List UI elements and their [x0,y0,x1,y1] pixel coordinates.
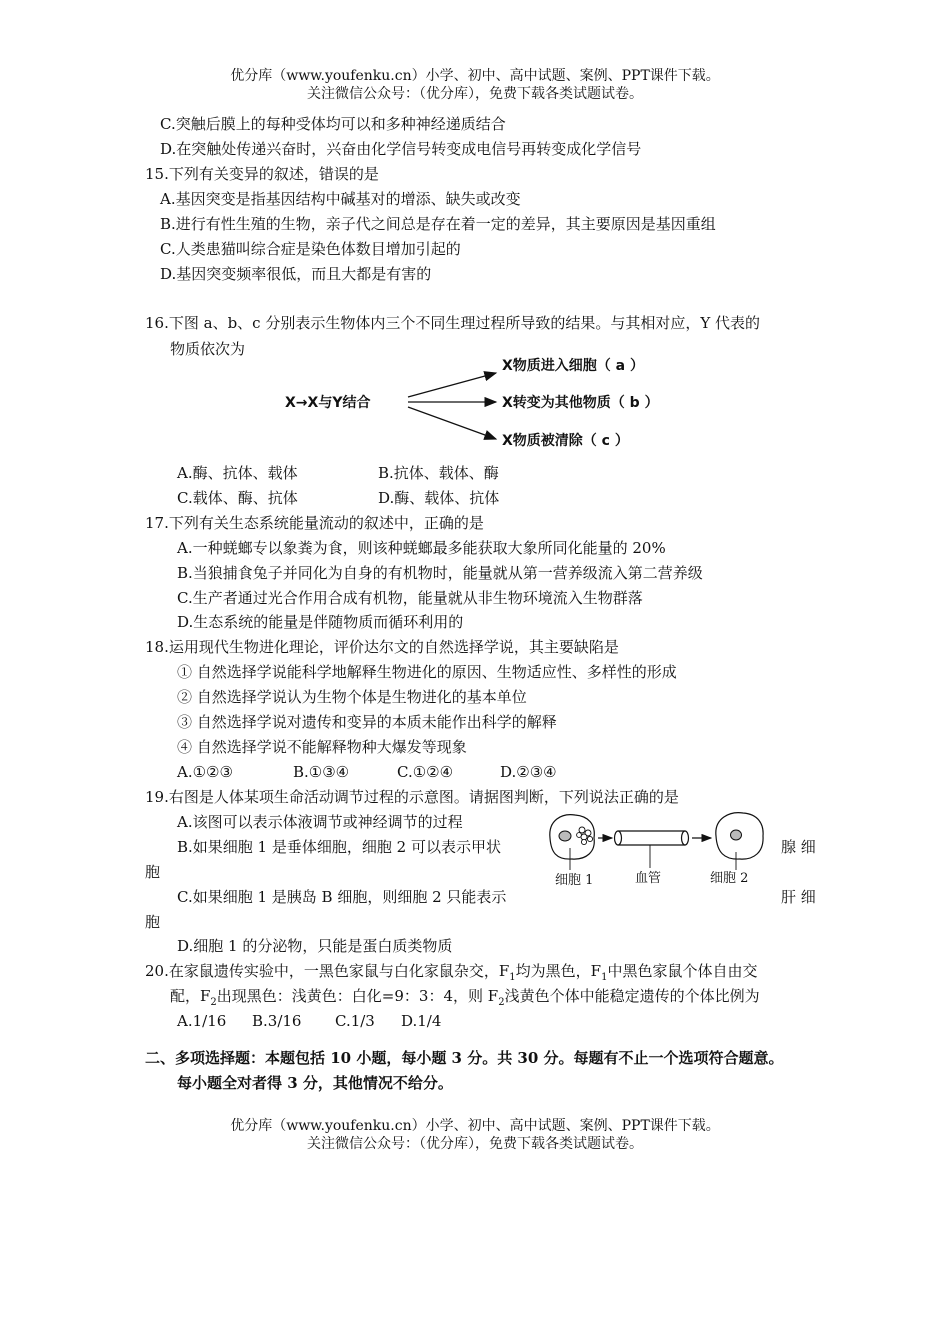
q17-option-c: C.生产者通过光合作用合成有机物，能量就从非生物环境流入生物群落 [177,589,643,607]
q17-stem: 17.下列有关生态系统能量流动的叙述中，正确的是 [145,514,484,532]
q20-stem-line-1: 20.在家鼠遗传实验中，一黑色家鼠与白化家鼠杂交，$F_1$均为黑色，$F_1$中黑色家鼠个体自由交 [145,962,758,983]
q14-option-d: D.在突触处传递兴奋时，兴奋由化学信号转变成电信号再转变成化学信号 [160,140,642,158]
q18-option-c: C.①②④ [397,763,454,781]
q19-option-b-end: 腺 细 [781,838,816,856]
arrow-to-c [408,407,496,439]
q19-option-b-wrap: 胞 [145,863,161,881]
cell-1-shape [550,815,594,859]
q19-label-cell-2: 细胞 2 [710,871,749,886]
q19-option-c: C.如果细胞 1 是胰岛 B 细胞，则细胞 2 只能表示 [177,888,507,906]
q16-arrows [400,360,510,460]
q18-option-d: D.②③④ [500,763,557,781]
q15-option-c: C.人类患猫叫综合症是染色体数目增加引起的 [160,240,461,258]
q16-option-b: B.抗体、载体、酶 [378,464,499,482]
q15-option-d: D.基因突变频率很低，而且大都是有害的 [160,265,432,283]
q19-option-c-wrap: 胞 [145,913,161,931]
q20-stem-line-2: 配，$F_2$出现黑色：浅黄色：白化=9：3：4，则 $F_2$浅黄色个体中能稳定遗传的个体比例为 [170,987,760,1008]
cell-2-nucleus [731,830,742,840]
q15-stem: 15.下列有关变异的叙述，错误的是 [145,165,379,183]
q19-label-cell-1: 细胞 1 [555,873,594,888]
q15-option-b: B.进行有性生殖的生物，亲子代之间总是存在着一定的差异，其主要原因是基因重组 [160,215,716,233]
q18-statement-4: ④ 自然选择学说不能解释物种大爆发等现象 [177,738,467,756]
q15-option-a: A.基因突变是指基因结构中碱基对的增添、缺失或改变 [160,190,521,208]
q20-option-d: D.1/4 [401,1012,442,1030]
q20-option-c: C.1/3 [335,1012,375,1030]
q19-option-a: A.该图可以表示体液调节或神经调节的过程 [177,813,463,831]
q16-diagram-left-label: X→X与Y结合 [285,395,371,411]
q18-option-a: A.①②③ [177,763,233,781]
q18-statement-2: ② 自然选择学说认为生物个体是生物进化的基本单位 [177,688,527,706]
q17-option-b: B.当狼捕食兔子并同化为自身的有机物时，能量就从第一营养级流入第二营养级 [177,564,703,582]
footer-line-2: 关注微信公众号：（优分库），免费下载各类试题试卷。 [307,1136,643,1152]
q16-stem-line-2: 物质依次为 [170,340,246,358]
q20-option-b: B.3/16 [252,1012,302,1030]
q18-statement-1: ① 自然选择学说能科学地解释生物进化的原因、生物适应性、多样性的形成 [177,663,677,681]
q16-option-d: D.酶、载体、抗体 [378,489,500,507]
cell-1-nucleus [559,831,571,841]
q16-option-c: C.载体、酶、抗体 [177,489,298,507]
q16-option-a: A.酶、抗体、载体 [177,464,298,482]
blood-vessel-shape [618,831,685,845]
q18-option-b: B.①③④ [293,763,350,781]
q18-statement-3: ③ 自然选择学说对遗传和变异的本质未能作出科学的解释 [177,713,557,731]
q19-option-b: B.如果细胞 1 是垂体细胞，细胞 2 可以表示甲状 [177,838,501,856]
q18-stem: 18.运用现代生物进化理论，评价达尔文的自然选择学说，其主要缺陷是 [145,638,619,656]
q16-stem-line-1: 16.下图 a、b、c 分别表示生物体内三个不同生理过程所导致的结果。与其相对应，Y 代表的 [145,314,761,332]
q16-diagram-result-a: X物质进入细胞（ a ） [502,358,644,374]
q19-stem: 19.右图是人体某项生命活动调节过程的示意图。请据图判断，下列说法正确的是 [145,788,679,806]
q14-option-c: C.突触后膜上的每种受体均可以和多种神经递质结合 [160,115,506,133]
q20-option-a: A.1/16 [177,1012,227,1030]
q17-option-a: A.一种蜣螂专以象粪为食，则该种蜣螂最多能获取大象所同化能量的 20% [177,539,666,557]
section-2-heading: 二、多项选择题：本题包括 10 小题，每小题 3 分。共 30 分。每题有不止一个选项符合题意。 [145,1049,784,1067]
arrow-to-a [408,373,496,397]
q19-option-c-end: 肝 细 [781,888,816,906]
q16-diagram-result-b: X转变为其他物质（ b ） [502,395,659,411]
q16-diagram-result-c: X物质被清除（ c ） [502,433,629,449]
header-line-2: 关注微信公众号：（优分库），免费下载各类试题试卷。 [307,86,643,102]
header-line-1: 优分库（www.youfenku.cn）小学、初中、高中试题、案例、PPT课件下载。 [230,68,720,84]
q19-option-d: D.细胞 1 的分泌物，只能是蛋白质类物质 [177,937,453,955]
section-2-heading-line-2: 每小题全对者得 3 分，其他情况不给分。 [177,1074,453,1092]
q19-label-vessel: 血管 [635,871,662,886]
q17-option-d: D.生态系统的能量是伴随物质而循环利用的 [177,613,464,631]
footer-line-1: 优分库（www.youfenku.cn）小学、初中、高中试题、案例、PPT课件下载。 [230,1118,720,1134]
